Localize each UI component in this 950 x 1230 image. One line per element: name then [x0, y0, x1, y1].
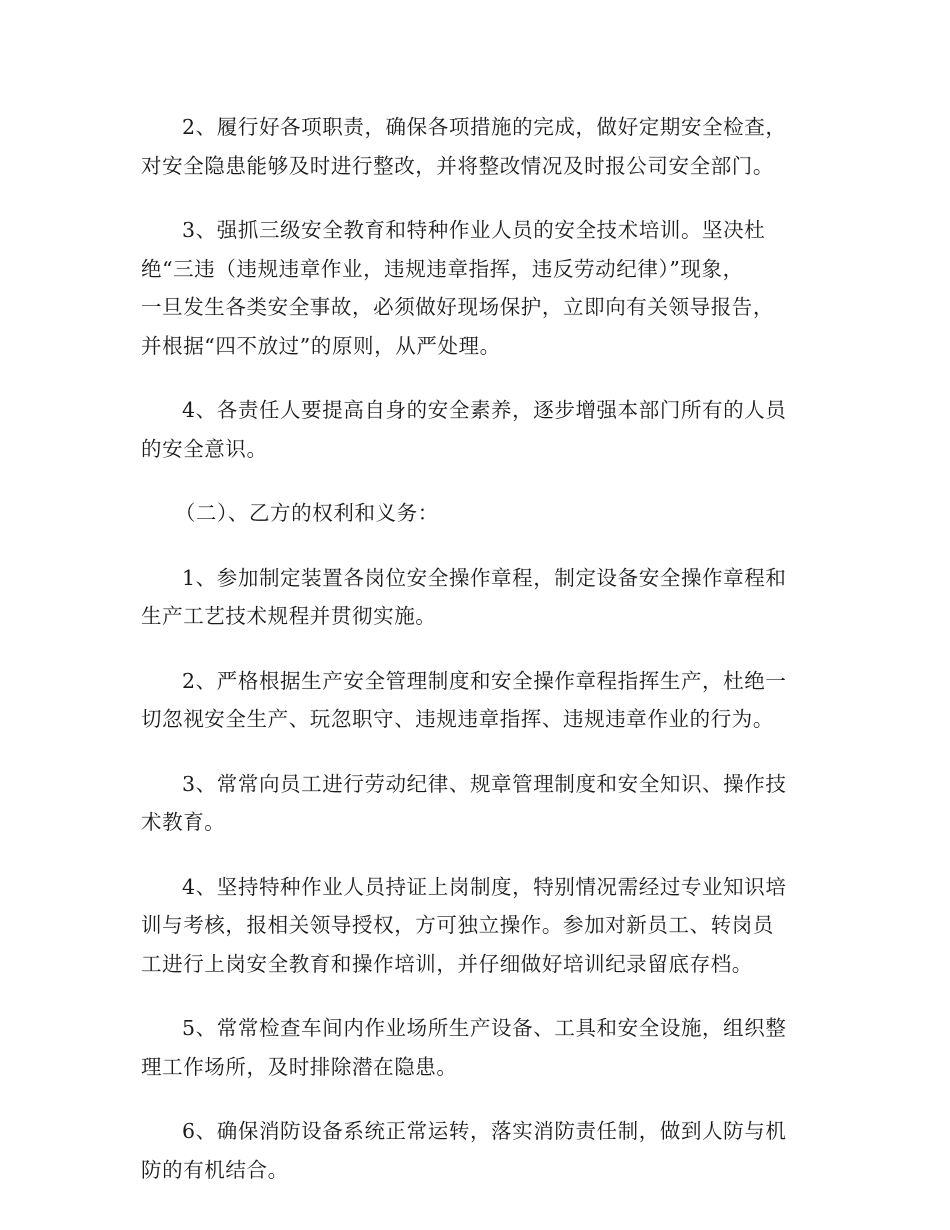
text-line: 的安全意识。: [141, 436, 268, 461]
paragraph-b5-inspection: [141, 1009, 809, 1086]
paragraph-b6-fire-safety: [141, 1112, 809, 1189]
text-line: 3、常常向员工进行劳动纪律、规章管理制度和安全知识、操作技: [182, 771, 787, 796]
text-line: 术教育。: [141, 810, 226, 834]
text-line: 防的有机结合。: [141, 1157, 289, 1182]
text-line: 生产工艺技术规程并贯彻实施。: [141, 604, 437, 628]
section-heading-text: （二）、乙方的权利和义务：: [174, 501, 439, 525]
text-line: 工进行上岗安全教育和操作培训，并仔细做好培训纪录留底存档。: [141, 951, 753, 976]
text-line: 6、确保消防设备系统正常运转，落实消防责任制，做到人防与机: [182, 1119, 787, 1143]
text-line: 4、各责任人要提高自身的安全素养，逐步增强本部门所有的人员: [182, 398, 787, 422]
text-line: 对安全隐患能够及时进行整改，并将整改情况及时报公司安全部门。: [141, 153, 774, 178]
text-line: 1、参加制定装置各岗位安全操作章程，制定设备安全操作章程和: [182, 565, 787, 590]
text-line: 2、履行好各项职责，确保各项措施的完成，做好定期安全检查，: [182, 115, 787, 139]
paragraph-b4-certification: [141, 868, 809, 984]
text-line: 切忽视安全生产、玩忽职守、违规违章指挥、违规违章作业的行为。: [141, 707, 774, 731]
text-line: 3、强抓三级安全教育和特种作业人员的安全技术培训。坚决杜: [182, 218, 766, 242]
paragraph-4-responsibility: [141, 391, 809, 468]
paragraph-b3-education: [141, 765, 809, 842]
paragraph-3-safety-education: [141, 211, 809, 365]
text-line: 4、坚持特种作业人员持证上岗制度，特别情况需经过专业知识培: [182, 874, 787, 899]
text-line: 理工作场所，及时排除潜在隐患。: [141, 1054, 458, 1079]
text-line: 一旦发生各类安全事故，必须做好现场保护，立即向有关领导报告，: [141, 295, 774, 319]
section-heading-party-b: [141, 494, 809, 533]
document-body: [141, 108, 809, 1215]
paragraph-2-duties: [141, 108, 809, 185]
paragraph-b1-procedures: [141, 559, 809, 636]
paragraph-b2-management: [141, 662, 809, 739]
text-line: 5、常常检查车间内作业场所生产设备、工具和安全设施，组织整: [182, 1016, 787, 1040]
text-line: 训与考核，报相关领导授权，方可独立操作。参加对新员工、转岗员: [141, 913, 774, 937]
text-line: 并根据“四不放过”的原则，从严处理。: [141, 333, 501, 358]
text-line: 绝“三违（违规违章作业，违规违章指挥，违反劳动纪律）”现象，: [141, 256, 744, 281]
text-line: 2、严格根据生产安全管理制度和安全操作章程指挥生产，杜绝一: [182, 668, 787, 693]
